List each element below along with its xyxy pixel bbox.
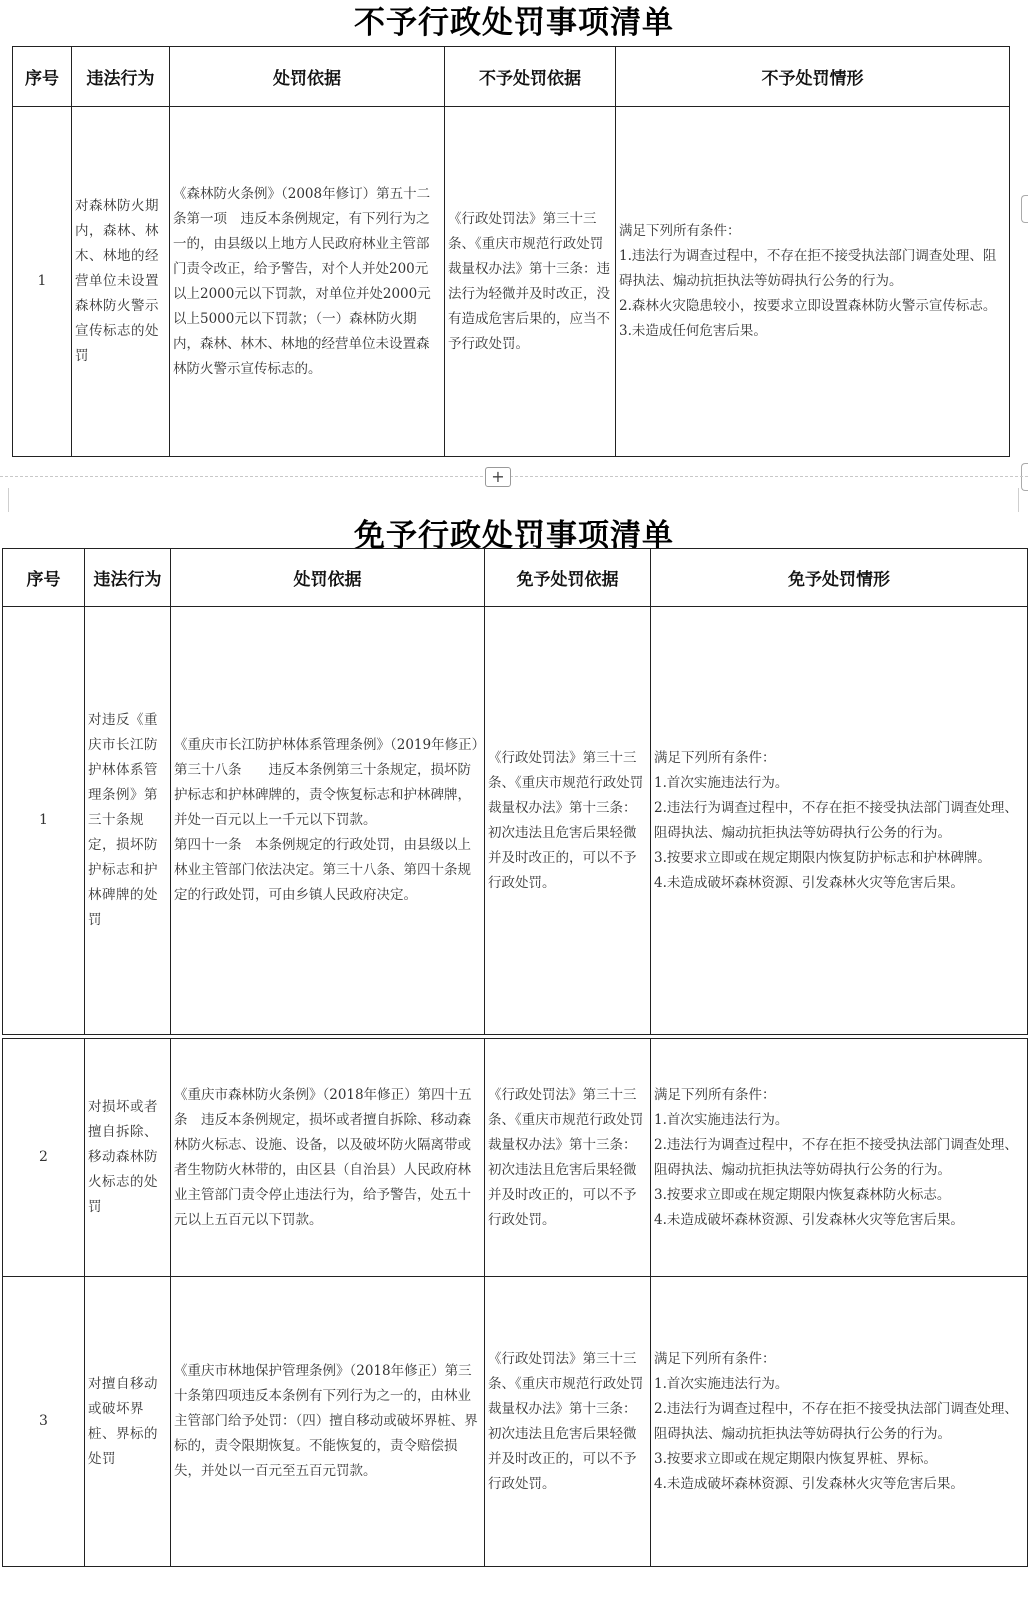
table-row [3, 1277, 1028, 1567]
header-basis: 处罚依据 [170, 47, 445, 107]
row-no: 1 [3, 607, 85, 1035]
header-basis: 处罚依据 [171, 549, 485, 607]
section2-title: 免予行政处罚事项清单 [354, 518, 674, 554]
row-basis: 《森林防火条例》（2008年修订）第五十二条第一项 违反本条例规定，有下列行为之一的，由县级以上地方人民政府林业主管部门责令改正，给予警告，对个人并处200元以上2000元以下罚款，对单位并处2000元以上5000元以下罚款；（一）森林防火期内，森林、林木、林地的经营单位未设置森林防火警示宣传标志的。 [170, 107, 445, 457]
row-exempt-basis: 《行政处罚法》第三十三条、《重庆市规范行政处罚裁量权办法》第十三条：初次违法且危害后果轻微并及时改正的，可以不予行政处罚。 [485, 607, 651, 1035]
row-no: 1 [13, 107, 72, 457]
exempt-penalty-table-continued [2, 1038, 1028, 1567]
section-divider [0, 476, 1028, 477]
row-basis: 《重庆市长江防护林体系管理条例》（2019年修正）第三十八条 违反本条例第三十条规定，损坏防护标志和护林碑牌的，责令恢复标志和护林碑牌，并处一百元以上一千元以下罚款。 第四十一条 本条例规定的行政处罚，由县级以上林业主管部门依法决定。第三十八条、第四十条规定的行政处罚，可由乡镇人民政府决定。 [171, 607, 485, 1035]
exempt-penalty-table [2, 548, 1028, 1035]
row-conditions: 满足下列所有条件： 1.首次实施违法行为。 2.违法行为调查过程中，不存在拒不接受执法部门调查处理、阻碍执法、煽动抗拒执法等妨碍执行公务的行为。 3.按要求立即或在规定期限内恢复森林防火标志。 4.未造成破坏森林资源、引发森林火灾等危害后果。 [651, 1039, 1028, 1277]
row-basis: 《重庆市林地保护管理条例》（2018年修正）第三十条第四项违反本条例有下列行为之一的，由林业主管部门给予处罚：（四）擅自移动或破坏界桩、界标的，责令限期恢复。不能恢复的，责令赔偿损失，并处以一百元至五百元罚款。 [171, 1277, 485, 1567]
section1-title: 不予行政处罚事项清单 [354, 5, 674, 41]
header-exempt-basis: 免予处罚依据 [485, 549, 651, 607]
row-behavior: 对损坏或者擅自拆除、移动森林防火标志的处罚 [85, 1039, 171, 1277]
page-edge-handle[interactable] [1021, 463, 1028, 491]
row-behavior: 对森林防火期内，森林、林木、林地的经营单位未设置森林防火警示宣传标志的处罚 [72, 107, 170, 457]
row-conditions: 满足下列所有条件： 1.首次实施违法行为。 2.违法行为调查过程中，不存在拒不接受执法部门调查处理、阻碍执法、煽动抗拒执法等妨碍执行公务的行为。 3.按要求立即或在规定期限内恢复防护标志和护林碑牌。 4.未造成破坏森林资源、引发森林火灾等危害后果。 [651, 607, 1028, 1035]
header-conditions: 免予处罚情形 [651, 549, 1028, 607]
row-basis: 《重庆市森林防火条例》（2018年修正）第四十五条 违反本条例规定，损坏或者擅自拆除、移动森林防火标志、设施、设备，以及破坏防火隔离带或者生物防火林带的，由区县（自治县）人民政府林业主管部门责令停止违法行为，给予警告，处五十元以上五百元以下罚款。 [171, 1039, 485, 1277]
row-behavior: 对违反《重庆市长江防护林体系管理条例》第三十条规定，损坏防护标志和护林碑牌的处罚 [85, 607, 171, 1035]
row-exempt-basis: 《行政处罚法》第三十三条、《重庆市规范行政处罚裁量权办法》第十三条：违法行为轻微并及时改正，没有造成危害后果的，应当不予行政处罚。 [445, 107, 616, 457]
row-exempt-basis: 《行政处罚法》第三十三条、《重庆市规范行政处罚裁量权办法》第十三条：初次违法且危害后果轻微并及时改正的，可以不予行政处罚。 [485, 1277, 651, 1567]
row-behavior: 对擅自移动或破坏界桩、界标的处罚 [85, 1277, 171, 1567]
header-behavior: 违法行为 [85, 549, 171, 607]
page-edge-right [1018, 488, 1019, 512]
header-conditions: 不予处罚情形 [616, 47, 1010, 107]
table-row [3, 607, 1028, 1035]
table-row [3, 1039, 1028, 1277]
row-no: 2 [3, 1039, 85, 1277]
page-edge-handle[interactable] [1021, 195, 1028, 223]
page-edge-left [8, 488, 9, 512]
table-row [13, 107, 1010, 457]
row-conditions: 满足下列所有条件： 1.首次实施违法行为。 2.违法行为调查过程中，不存在拒不接受执法部门调查处理、阻碍执法、煽动抗拒执法等妨碍执行公务的行为。 3.按要求立即或在规定期限内恢复界桩、界标。 4.未造成破坏森林资源、引发森林火灾等危害后果。 [651, 1277, 1028, 1567]
table-header-row [13, 47, 1010, 107]
header-no: 序号 [3, 549, 85, 607]
row-no: 3 [3, 1277, 85, 1567]
row-conditions: 满足下列所有条件： 1.违法行为调查过程中，不存在拒不接受执法部门调查处理、阻碍执法、煽动抗拒执法等妨碍执行公务的行为。 2.森林火灾隐患较小，按要求立即设置森林防火警示宣传标志。 3.未造成任何危害后果。 [616, 107, 1010, 457]
header-exempt-basis: 不予处罚依据 [445, 47, 616, 107]
no-penalty-table [12, 46, 1010, 457]
header-no: 序号 [13, 47, 72, 107]
table-header-row [3, 549, 1028, 607]
row-exempt-basis: 《行政处罚法》第三十三条、《重庆市规范行政处罚裁量权办法》第十三条：初次违法且危害后果轻微并及时改正的，可以不予行政处罚。 [485, 1039, 651, 1277]
add-row-button[interactable]: + [485, 467, 511, 487]
header-behavior: 违法行为 [72, 47, 170, 107]
